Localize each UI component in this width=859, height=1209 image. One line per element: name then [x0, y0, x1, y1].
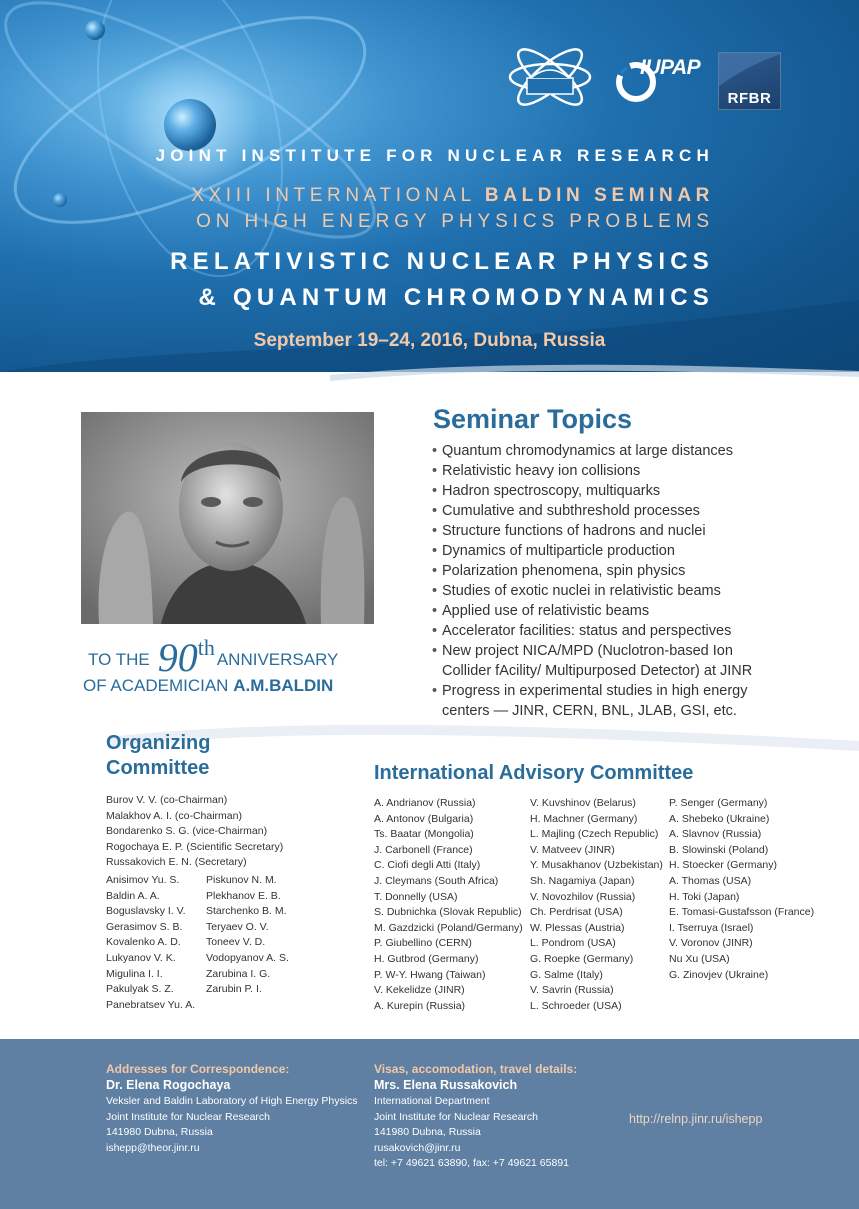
- topic-item: • Quantum chromodynamics at large distances: [432, 441, 752, 461]
- topic-item: centers — JINR, CERN, BNL, JLAB, GSI, etc.: [442, 703, 737, 719]
- conference-title-line-1: RELATIVISTIC NUCLEAR PHYSICS: [170, 248, 714, 275]
- correspondence-line: 141980 Dubna, Russia: [106, 1126, 213, 1138]
- topic-item: • Dynamics of multiparticle production: [432, 541, 752, 561]
- visas-line: 141980 Dubna, Russia: [374, 1126, 481, 1138]
- organizing-chairs-list: [106, 793, 283, 871]
- advisory-member-entry: Ts. Baatar (Mongolia): [374, 828, 474, 841]
- organizing-title-line-1: Organizing: [106, 732, 211, 754]
- advisory-member-entry: A. Andrianov (Russia): [374, 797, 476, 809]
- topic-item: • Applied use of relativistic beams: [432, 601, 752, 621]
- topic-item: • Studies of exotic nuclei in relativistic beams: [432, 581, 752, 601]
- seminar-line-1: [191, 185, 714, 207]
- correspondence-line: ishepp@theor.jinr.ru: [106, 1141, 200, 1154]
- advisory-member-entry: P. Giubellino (CERN): [374, 937, 472, 950]
- organizing-committee-title: [106, 731, 266, 781]
- rfbr-logo-text: RFBR: [727, 90, 772, 107]
- correspondence-name: Dr. Elena Rogochaya: [106, 1078, 231, 1092]
- seminar-prefix: XXIII INTERNATIONAL: [191, 185, 485, 206]
- organizing-chair-entry: Burov V. V. (co-Chairman): [106, 794, 228, 806]
- advisory-member-entry: L. Schroeder (USA): [530, 999, 622, 1012]
- anniversary-of-academician: OF ACADEMICIAN: [83, 676, 234, 695]
- advisory-member-entry: H. Stoecker (Germany): [669, 859, 777, 872]
- advisory-member-entry: A. Shebeko (Ukraine): [669, 812, 770, 825]
- seminar-line-2: ON HIGH ENERGY PHYSICS PROBLEMS: [196, 211, 714, 232]
- advisory-member-entry: G. Zinovjev (Ukraine): [669, 968, 769, 981]
- advisory-member-entry: V. Kuvshinov (Belarus): [530, 797, 636, 809]
- advisory-member-entry: P. W-Y. Hwang (Taiwan): [374, 968, 486, 981]
- correspondence-title: Addresses for Correspondence:: [106, 1062, 290, 1076]
- rfbr-swoosh-icon: [718, 52, 781, 87]
- visas-line: Joint Institute for Nuclear Research: [374, 1110, 538, 1123]
- organizing-member-entry: Anisimov Yu. S.: [106, 874, 180, 886]
- advisory-member-entry: G. Salme (Italy): [530, 968, 603, 981]
- anniversary-word: ANNIVERSARY: [216, 650, 339, 669]
- advisory-member-entry: T. Donnelly (USA): [374, 890, 458, 903]
- topic-item: • Progress in experimental studies in high energy: [432, 681, 752, 701]
- advisory-member-entry: Nu Xu (USA): [669, 952, 730, 965]
- website-link[interactable]: http://relnp.jinr.ru/ishepp: [629, 1112, 763, 1126]
- topic-item: • Polarization phenomena, spin physics: [432, 561, 752, 581]
- advisory-member-entry: L. Pondrom (USA): [530, 937, 616, 950]
- correspondence-line: Veksler and Baldin Laboratory of High Energy Physics: [106, 1095, 358, 1107]
- advisory-member-entry: A. Antonov (Bulgaria): [374, 812, 474, 825]
- header-wave-decoration: [0, 360, 859, 400]
- organizing-member-entry: Migulina I. I.: [106, 967, 163, 980]
- advisory-member-entry: V. Matveev (JINR): [530, 843, 615, 856]
- jinr-emblem-icon: [505, 48, 595, 106]
- organizing-member-entry: Starchenko B. M.: [206, 905, 287, 918]
- organizing-chair-entry: Rogochaya E. P. (Scientific Secretary): [106, 840, 284, 853]
- advisory-member-entry: J. Cleymans (South Africa): [374, 874, 499, 887]
- anniversary-line-1: [88, 634, 378, 681]
- conference-dates: September 19–24, 2016, Dubna, Russia: [253, 330, 606, 351]
- advisory-member-entry: L. Majling (Czech Republic): [530, 828, 659, 841]
- advisory-member-entry: V. Kekelidze (JINR): [374, 984, 465, 997]
- organizing-member-entry: Boguslavsky I. V.: [106, 905, 186, 918]
- advisory-member-entry: G. Roepke (Germany): [530, 952, 634, 965]
- advisory-member-entry: C. Ciofi degli Atti (Italy): [374, 859, 481, 872]
- organizing-member-entry: Toneev V. D.: [206, 936, 266, 949]
- advisory-member-entry: J. Carbonell (France): [374, 843, 473, 856]
- organizing-chair-entry: Malakhov A. I. (co-Chairman): [106, 809, 242, 822]
- organizing-member-entry: Plekhanov E. B.: [206, 889, 281, 902]
- institute-name: JOINT INSTITUTE FOR NUCLEAR RESEARCH: [155, 146, 714, 165]
- advisory-member-entry: B. Slowinski (Poland): [669, 843, 769, 856]
- anniversary-line-2: [83, 676, 333, 696]
- topic-item: • Cumulative and subthreshold processes: [432, 501, 752, 521]
- rfbr-logo: [718, 52, 781, 110]
- topic-item: • Structure functions of hadrons and nuclei: [432, 521, 752, 541]
- organizing-title-line-2: Committee: [106, 757, 210, 779]
- organizing-member-entry: Pakulyak S. Z.: [106, 983, 174, 996]
- conference-title-line-2: & QUANTUM CHROMODYNAMICS: [198, 284, 714, 311]
- correspondence-line: Joint Institute for Nuclear Research: [106, 1110, 270, 1123]
- organizing-member-entry: Panebratsev Yu. A.: [106, 998, 196, 1011]
- topic-item: • Hadron spectroscopy, multiquarks: [432, 481, 752, 501]
- iupap-logo-text: IUPAP: [640, 56, 701, 79]
- organizing-member-entry: Gerasimov S. B.: [106, 920, 183, 933]
- advisory-member-entry: I. Tserruya (Israel): [669, 921, 754, 934]
- advisory-member-entry: H. Toki (Japan): [669, 890, 740, 903]
- organizing-member-entry: Zarubina I. G.: [206, 967, 271, 980]
- visas-line: tel: +7 49621 63890, fax: +7 49621 65891: [374, 1157, 570, 1169]
- organizing-chair-entry: Bondarenko S. G. (vice-Chairman): [106, 825, 268, 838]
- advisory-member-entry: W. Plessas (Austria): [530, 921, 625, 934]
- organizing-member-entry: Baldin A. A.: [106, 889, 160, 902]
- header-banner: [0, 0, 859, 372]
- organizing-members-col-1: [106, 873, 195, 1013]
- seminar-topics-list: [432, 441, 752, 721]
- visas-title: Visas, accomodation, travel details:: [374, 1062, 578, 1076]
- organizing-member-entry: Lukyanov V. K.: [106, 951, 176, 964]
- advisory-member-entry: H. Machner (Germany): [530, 812, 638, 825]
- advisory-member-entry: M. Gazdzicki (Poland/Germany): [374, 921, 523, 934]
- correspondence-address: [106, 1094, 358, 1156]
- advisory-member-entry: Y. Musakhanov (Uzbekistan): [530, 859, 663, 872]
- advisory-member-entry: A. Slavnov (Russia): [669, 828, 762, 841]
- anniversary-honoree: A.M.BALDIN: [233, 676, 334, 695]
- advisory-member-entry: V. Voronov (JINR): [669, 937, 753, 950]
- advisory-member-entry: A. Kurepin (Russia): [374, 999, 466, 1012]
- visas-address: [374, 1094, 569, 1172]
- organizing-member-entry: Piskunov N. M.: [206, 874, 277, 886]
- advisory-member-entry: A. Thomas (USA): [669, 874, 752, 887]
- advisory-members-col-1: [374, 796, 523, 1014]
- visas-line: International Department: [374, 1095, 490, 1107]
- organizing-member-entry: Zarubin P. I.: [206, 983, 262, 996]
- organizing-chair-entry: Russakovich E. N. (Secretary): [106, 856, 247, 869]
- advisory-member-entry: P. Senger (Germany): [669, 797, 768, 809]
- advisory-member-entry: E. Tomasi-Gustafsson (France): [669, 906, 815, 919]
- advisory-members-col-3: [669, 796, 814, 983]
- seminar-topics-title: Seminar Topics: [433, 404, 633, 434]
- visas-line: rusakovich@jinr.ru: [374, 1141, 461, 1154]
- advisory-member-entry: V. Savrin (Russia): [530, 984, 614, 997]
- organizing-member-entry: Kovalenko A. D.: [106, 936, 181, 949]
- seminar-name: BALDIN SEMINAR: [484, 185, 714, 206]
- topic-item: • Relativistic heavy ion collisions: [432, 461, 752, 481]
- visas-name: Mrs. Elena Russakovich: [374, 1078, 518, 1092]
- portrait-image: [81, 412, 374, 624]
- advisory-committee-title: International Advisory Committee: [374, 762, 694, 784]
- anniversary-number: 90: [157, 635, 198, 680]
- topic-item: Collider fAcility/ Multipurposed Detector) at JINR: [442, 663, 753, 679]
- advisory-member-entry: Ch. Perdrisat (USA): [530, 906, 623, 919]
- organizing-members-col-2: [206, 873, 289, 998]
- topic-item: • New project NICA/MPD (Nuclotron-based Ion: [432, 641, 752, 661]
- advisory-member-entry: H. Gutbrod (Germany): [374, 952, 479, 965]
- organizing-member-entry: Teryaev O. V.: [206, 920, 269, 933]
- advisory-member-entry: Sh. Nagamiya (Japan): [530, 874, 635, 887]
- organizing-member-entry: Vodopyanov A. S.: [206, 951, 289, 964]
- topic-item: • Accelerator facilities: status and perspectives: [432, 621, 752, 641]
- anniversary-to-the: TO THE: [88, 650, 150, 669]
- advisory-member-entry: S. Dubnichka (Slovak Republic): [374, 906, 522, 919]
- advisory-members-col-2: [530, 796, 663, 1014]
- advisory-member-entry: V. Novozhilov (Russia): [530, 890, 636, 903]
- anniversary-suffix: th: [197, 635, 215, 660]
- baldin-portrait-photo: [81, 412, 374, 624]
